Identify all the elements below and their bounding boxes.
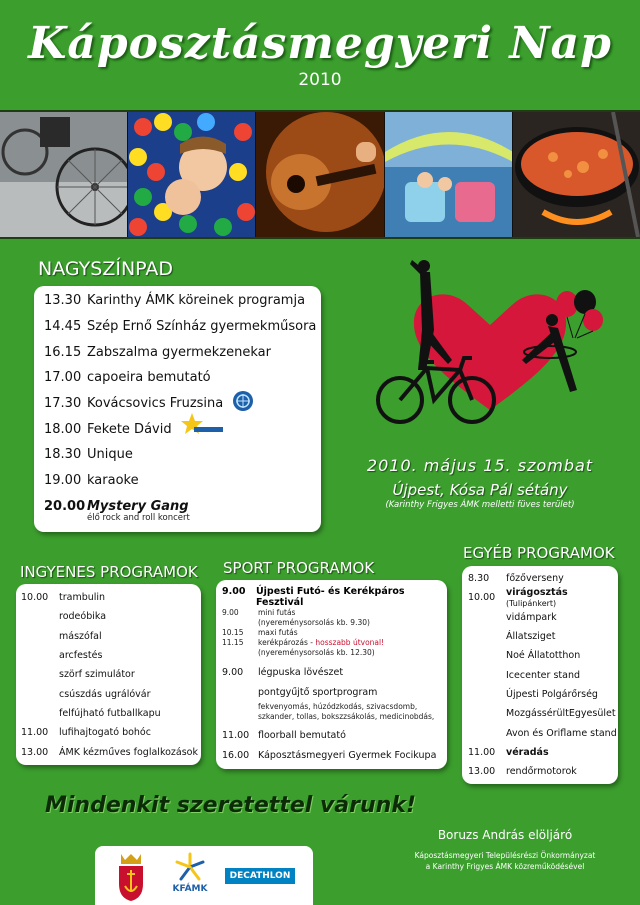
free-program-name: trambulin	[59, 592, 106, 604]
main-stage-row	[44, 288, 319, 314]
festival-detail-text-wrap	[258, 628, 298, 638]
other-program-name-wrap	[506, 650, 580, 661]
star-badge-icon	[180, 412, 224, 438]
other-program-name: Állatsziget	[506, 631, 556, 643]
sport-program-row	[222, 746, 444, 766]
other-program-name: Avon és Oriflame stand	[506, 727, 617, 739]
main-stage-time: 19.00	[44, 473, 82, 489]
main-stage-box	[34, 286, 321, 532]
other-programs-title: EGYÉB PROGRAMOK	[463, 544, 615, 562]
festival-detail-text: maxi futás	[258, 628, 298, 637]
main-stage-row	[44, 442, 319, 468]
free-program-name: arcfestés	[59, 650, 103, 662]
festival-detail-text-wrap	[258, 618, 370, 628]
photo-carousel	[385, 112, 513, 237]
festival-detail-time	[222, 618, 258, 628]
festival-detail-text: (nyereménysorsolás kb. 9.30)	[258, 618, 370, 627]
sport-festival-time: 9.00	[222, 586, 246, 597]
festival-detail-row	[222, 608, 444, 618]
main-stage-act: Kovácsovics Fruzsina	[87, 396, 224, 412]
other-program-row	[468, 685, 618, 704]
bicycle-heart-icon	[372, 260, 604, 430]
other-program-name-wrap	[506, 573, 564, 584]
festival-detail-time: 9.00	[222, 608, 239, 617]
free-program-row	[21, 723, 199, 742]
other-program-row	[468, 665, 618, 684]
main-stage-act: Fekete Dávid	[87, 421, 172, 437]
sport-program-name: légpuska lövészet	[258, 667, 344, 679]
other-program-name: virágosztás	[506, 586, 568, 598]
sport-program-row	[222, 683, 444, 703]
other-program-name-wrap	[506, 708, 616, 719]
other-program-name-wrap	[506, 747, 549, 758]
sport-festival-row	[222, 586, 444, 608]
poster-title: Káposztásmegyeri Nap	[28, 18, 612, 69]
photo-cooking-pot	[513, 112, 640, 237]
festival-detail-row	[222, 648, 444, 658]
free-program-row	[21, 684, 199, 703]
other-program-name: Noé Állatotthon	[506, 650, 581, 662]
main-stage-time: 17.30	[44, 396, 82, 412]
other-program-name-wrap	[506, 631, 556, 642]
sport-program-time: 16.00	[222, 749, 250, 761]
signature-line-2: a Karinthy Frigyes ÁMK közreműködésével	[425, 862, 585, 871]
other-program-row	[468, 588, 618, 607]
event-date: 2010. május 15. szombat	[366, 456, 594, 475]
main-stage-time: 17.00	[44, 370, 82, 386]
sport-programs-title: SPORT PROGRAMOK	[223, 559, 375, 577]
sport-program-row	[222, 663, 444, 683]
free-program-name: rodeóbika	[59, 611, 107, 623]
festival-detail-time	[222, 648, 258, 658]
sport-program-row	[222, 726, 444, 746]
main-stage-time: 20.00	[44, 498, 86, 514]
poster-year: 2010	[298, 70, 342, 90]
other-program-row	[468, 646, 618, 665]
other-program-time: 10.00	[468, 592, 496, 604]
festival-detail-highlight: hosszabb útvonal!	[315, 638, 385, 647]
main-stage-act: Szép Ernő Színház gyermekműsora	[87, 319, 317, 335]
main-stage-act: Karinthy ÁMK köreinek programja	[87, 293, 306, 309]
sport-program-time: 11.00	[222, 730, 250, 742]
free-program-row	[21, 607, 199, 626]
festival-detail-text: (nyereménysorsolás kb. 12.30)	[258, 648, 375, 657]
festival-detail-text: mini futás	[258, 608, 296, 617]
main-stage-act: Zabszalma gyermekzenekar	[87, 344, 271, 360]
main-stage-time: 16.15	[44, 344, 82, 360]
event-place: Újpest, Kósa Pál sétány	[392, 481, 568, 499]
main-stage-last-note: élő rock and roll koncert	[87, 513, 190, 524]
free-program-name: mászófal	[59, 630, 102, 642]
other-program-name-wrap	[506, 766, 577, 777]
photo-ball-pit	[128, 112, 256, 237]
other-program-row	[468, 608, 618, 627]
free-program-name: felfújható futballkapu	[59, 707, 161, 719]
festival-detail-row	[222, 618, 444, 628]
festival-detail-time: 11.15	[222, 638, 244, 647]
free-program-row	[21, 627, 199, 646]
main-stage-row	[44, 365, 319, 391]
balloons-icon	[553, 290, 605, 340]
free-program-name: szörf szimulátor	[59, 669, 135, 681]
main-stage-act: Unique	[87, 447, 133, 463]
other-program-name-wrap	[506, 728, 617, 739]
main-stage-act: capoeira bemutató	[87, 370, 211, 386]
main-stage-time: 13.30	[44, 293, 82, 309]
free-program-row	[21, 646, 199, 665]
other-program-row	[468, 569, 618, 588]
other-program-time: 11.00	[468, 746, 496, 758]
sport-program-time: 9.00	[222, 667, 244, 679]
other-program-row	[468, 704, 618, 723]
free-program-time: 11.00	[21, 727, 49, 739]
photo-strip	[0, 110, 640, 239]
free-program-name: lufihajtogató bohóc	[59, 727, 151, 739]
other-program-name: rendőrmotorok	[506, 766, 577, 778]
sport-programs-box	[216, 580, 447, 769]
other-programs-box	[462, 566, 618, 784]
sport-program-name: pontgyűjtő sportprogram	[258, 686, 378, 698]
main-stage-act: karaoke	[87, 473, 139, 489]
other-program-name: véradás	[506, 746, 549, 758]
signature-line-1: Káposztásmegyeri Településrészi Önkormányzat	[414, 851, 596, 860]
festival-detail-text-wrap	[258, 648, 375, 658]
other-program-name-wrap	[506, 612, 557, 623]
free-program-row	[21, 742, 199, 761]
sport-festival-name: Újpesti Futó- és Kerékpáros Fesztivál	[255, 586, 405, 608]
other-program-name: vidámpark	[506, 611, 557, 623]
main-stage-row	[44, 339, 319, 365]
other-program-row	[468, 762, 618, 781]
free-program-name: csúszdás ugrálóvár	[59, 688, 151, 700]
other-program-time: 13.00	[468, 766, 496, 778]
festival-detail-row	[222, 638, 444, 648]
other-program-name-wrap	[506, 670, 580, 681]
main-stage-row	[44, 314, 319, 340]
main-stage-title: NAGYSZÍNPAD	[38, 258, 174, 280]
other-program-name-wrap	[506, 587, 618, 609]
other-program-row	[468, 723, 618, 742]
main-stage-act: Mystery Gang	[87, 498, 189, 514]
free-program-row	[21, 704, 199, 723]
free-program-row	[21, 588, 199, 607]
other-program-name: főzőverseny	[506, 573, 564, 585]
main-stage-time: 18.30	[44, 447, 82, 463]
main-stage-time: 14.45	[44, 319, 82, 335]
main-stage-time: 18.00	[44, 421, 82, 437]
other-program-name: Icecenter stand	[506, 669, 581, 681]
main-stage-row	[44, 468, 319, 494]
festival-detail-text: kerékpározás -	[258, 638, 316, 647]
festival-detail-row	[222, 628, 444, 638]
event-location-note: (Karinthy Frigyes ÁMK melletti füves terület)	[385, 500, 575, 510]
globe-badge-icon	[232, 390, 254, 412]
photo-bicycles	[0, 112, 128, 237]
decathlon-logo: DECATHLON	[225, 868, 295, 884]
festival-detail-text-wrap	[258, 638, 384, 648]
free-program-time: 10.00	[21, 592, 49, 604]
coat-of-arms-icon	[117, 852, 145, 902]
kfamk-star-icon	[173, 852, 207, 882]
kfamk-logo: KFÁMK	[172, 884, 208, 894]
sport-program-name: Káposztásmegyeri Gyermek Focikupa	[258, 749, 437, 761]
other-program-name: Újpesti Polgárőrség	[506, 688, 598, 700]
other-program-suffix: (Tulipánkert)	[506, 598, 557, 608]
festival-detail-time: 10.15	[222, 628, 244, 637]
points-program-note: fekvenyomás, húzódzkodás, szivacsdomb, szkander, tollas, bokszzsákolás, medicinobdás,	[258, 702, 435, 721]
other-program-row	[468, 627, 618, 646]
welcome-text: Mindenkit szeretettel várunk!	[45, 793, 416, 818]
photo-guitarist	[256, 112, 384, 237]
free-program-name: ÁMK kézműves foglalkozások	[59, 746, 198, 758]
other-program-time: 8.30	[468, 573, 490, 585]
free-program-time: 13.00	[21, 746, 49, 758]
signature-name: Boruzs András elöljáró	[437, 828, 573, 842]
festival-detail-text-wrap	[258, 608, 295, 618]
other-program-row	[468, 743, 618, 762]
free-programs-title: INGYENES PROGRAMOK	[20, 563, 198, 581]
sport-program-name: floorball bemutató	[258, 730, 346, 742]
other-program-name: MozgássérültEgyesület	[506, 708, 616, 720]
sponsor-logos	[95, 846, 313, 905]
signature-organisation	[380, 850, 630, 872]
free-programs-box	[16, 584, 201, 765]
free-program-row	[21, 665, 199, 684]
other-program-name-wrap	[506, 689, 598, 700]
